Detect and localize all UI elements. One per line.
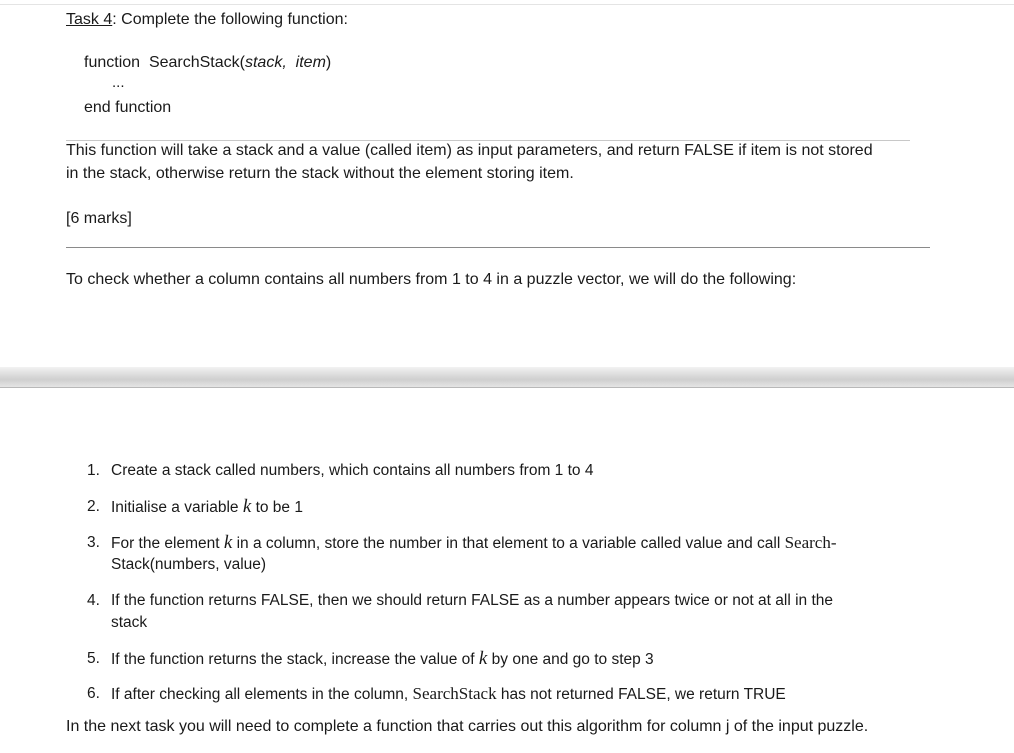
divider-middle (66, 247, 930, 248)
step-text: Create a stack called numbers, which contains all numbers from 1 to 4 (111, 462, 594, 479)
code-name-searchstack: SearchStack (412, 684, 497, 703)
section-intro: To check whether a column contains all numbers from 1 to 4 in a puzzle vector, we will do the following: (66, 271, 797, 288)
task-heading (66, 9, 348, 31)
step-text (111, 648, 931, 671)
step-text-part: has not returned FALSE, we return TRUE (496, 686, 786, 703)
closing-text: In the next task you will need to complete a function that carries out this algorithm for column j of the input puzzle. (66, 718, 869, 735)
code-keyword: function (84, 54, 141, 71)
code-arg-item: item (295, 54, 326, 71)
step-number: 2. (87, 498, 100, 515)
page-break (0, 367, 1014, 388)
code-name-searchstack: Search- (784, 533, 837, 552)
task-description-line2: in the stack, otherwise return the stack without the element storing item. (66, 165, 574, 182)
step-text (111, 532, 931, 555)
step-number: 4. (87, 592, 100, 609)
step-text (111, 683, 931, 706)
step-text-part: Initialise a variable (111, 499, 243, 516)
code-ellipsis: ... (112, 74, 125, 91)
task-description-line1: This function will take a stack and a value (called item) as input parameters, and return FALSE if item is not stored (66, 142, 873, 159)
step-text: If the function returns FALSE, then we should return FALSE as a number appears twice or not at all in the (111, 592, 834, 609)
code-function-name: SearchStack( (148, 54, 245, 71)
step-number: 1. (87, 462, 100, 479)
math-var-k: k (242, 496, 252, 517)
step-text-part: If after checking all elements in the column, (111, 686, 413, 703)
step-text-part: to be 1 (251, 499, 303, 516)
step-text-part: For the element (111, 535, 224, 552)
step-number: 5. (87, 650, 100, 667)
math-var-k: k (478, 648, 488, 669)
step-number: 6. (87, 685, 100, 702)
step-text-line2: stack (111, 614, 148, 631)
step-text (111, 496, 931, 519)
task-heading-text: : Complete the following function: (112, 11, 348, 28)
step-text-part: If the function returns the stack, increase the value of (111, 651, 479, 668)
code-end: end function (84, 99, 172, 116)
step-text-part: by one and go to step 3 (487, 651, 654, 668)
page-top-border (0, 4, 1014, 5)
list-item (87, 532, 937, 576)
math-var-k: k (223, 532, 233, 553)
code-arg-stack: stack, (244, 54, 287, 71)
code-close-paren: ) (325, 54, 332, 71)
task-label: Task 4 (66, 11, 113, 28)
step-number: 3. (87, 534, 100, 551)
function-signature (84, 52, 331, 74)
marks-label: [6 marks] (66, 210, 132, 227)
step-text-line2: Stack(numbers, value) (111, 556, 267, 573)
list-item (87, 590, 937, 634)
step-text-part: in a column, store the number in that element to a variable called value and call (232, 535, 785, 552)
